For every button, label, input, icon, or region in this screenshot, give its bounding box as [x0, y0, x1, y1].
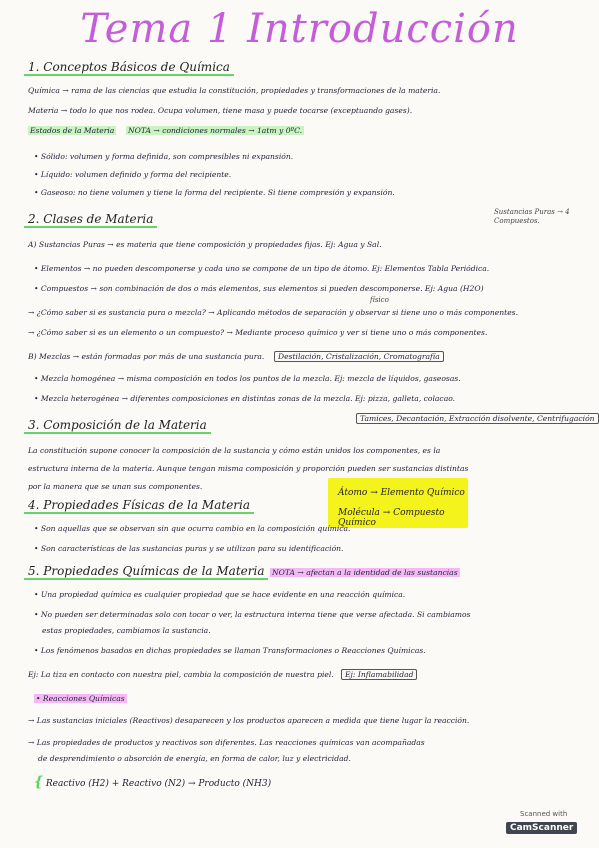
s3-paragraph-2: estructura interna de la materia. Aunque tengan misma composición y proporción pueden ser sustancias distintas [28, 464, 469, 473]
s3-paragraph-3: por la manera que se unan sus componentes. [28, 482, 203, 491]
s5-reactions-heading-text: • Reacciones Químicas [36, 694, 125, 703]
s1-states-row [28, 126, 304, 135]
s1-bullet-gas: • Gaseoso: no tiene volumen y tiene la forma del recipiente. Si tiene compresión y expansión. [34, 188, 395, 197]
states-label: Estados de la Materia [30, 126, 115, 135]
s2-compuestos: • Compuestos → son combinación de dos o más elementos, sus elementos si pueden descomponerse. Ej: Agua (H2O) [34, 284, 484, 293]
s5-example-box: Ej: Inflamabilidad [341, 669, 417, 680]
page-title: Tema 1 Introducción [80, 6, 519, 52]
s4-bullet-1: • Son aquellas que se observan sin que ocurra cambio en la composición química. [34, 524, 351, 533]
s5-bullet-3: • Los fenómenos basados en dichas propiedades se llaman Transformaciones o Reacciones Químicas. [34, 646, 426, 655]
s2-mezcla-heterogenea: • Mezcla heterogénea → diferentes composiciones en distintas zonas de la mezcla. Ej: pizza, galleta, colacao. [34, 394, 456, 403]
stamp-line-2: CamScanner [506, 822, 577, 834]
s5-equation [34, 774, 271, 790]
s2-sustancias-puras: A) Sustancias Puras → es materia que tiene composición y propiedades fijas. Ej: Agua y Sal. [28, 240, 382, 249]
s2-mezcla-homogenea: • Mezcla homogénea → misma composición en todos los puntos de la mezcla. Ej: mezcla de líquidos, gaseosas. [34, 374, 461, 383]
atom-line: Átomo → Elemento Químico [338, 488, 465, 498]
s5-bullet-1: • Una propiedad química es cualquier propiedad que se hace evidente en una reacción química. [34, 590, 406, 599]
s5-equation-text: Reactivo (H2) + Reactivo (N2) → Producto (NH3) [45, 779, 272, 789]
stamp-line-1: Scanned with [520, 810, 568, 818]
heading-section-3: 3. Composición de la Materia [24, 418, 211, 434]
s2-elementos: • Elementos → no pueden descomponerse y cada uno se compone de un tipo de átomo. Ej: Elementos Tabla Periódica. [34, 264, 490, 273]
s5-reaction-1: → Las sustancias iniciales (Reactivos) desaparecen y los productos aparecen a medida que tiene lugar la reacción. [28, 716, 470, 725]
equation-brace-icon: { [34, 774, 44, 790]
s3-paragraph-1: La constitución supone conocer la composición de la sustancia y cómo están unidos los componentes, es la [28, 446, 441, 455]
s2-question-1: → ¿Cómo saber si es sustancia pura o mezcla? → Aplicando métodos de separación y observar si tiene uno o más componentes. [28, 308, 518, 317]
s2-fisico-note: físico [370, 296, 389, 304]
s5-nota-text: NOTA → afectan a la identidad de las sustancias [272, 568, 458, 577]
s2-mezclas [28, 352, 444, 361]
s5-example [28, 670, 417, 679]
s2-separation-methods: Destilación, Cristalización, Cromatografía [274, 351, 444, 362]
heading-section-4: 4. Propiedades Físicas de la Materia [24, 498, 254, 514]
s5-reactions-heading [34, 694, 127, 703]
s1-bullet-solid: • Sólido: volumen y forma definida, son compresibles ni expansión. [34, 152, 294, 161]
s4-bullet-2: • Son características de las sustancias puras y se utilizan para su identificación. [34, 544, 344, 553]
s5-bullet-2a: • No pueden ser determinadas solo con tocar o ver, la estructura interna tiene que verse afectada. Si cambiamos [34, 610, 471, 619]
s5-reaction-2b: de desprendimiento o absorción de energía, en forma de calor, luz y electricidad. [38, 754, 351, 763]
s5-nota [270, 568, 460, 577]
s2-margin-note: Sustancias Puras → 4 Compuestos. [494, 208, 570, 225]
states-note: NOTA → condiciones normales → 1atm y 0ºC. [128, 126, 303, 135]
s5-example-text: Ej: La tiza en contacto con nuestra piel, cambia la composición de nuestra piel. [28, 670, 334, 679]
heading-section-2: 2. Clases de Materia [24, 212, 157, 228]
s1-paragraph-1: Química → rama de las ciencias que estudia la constitución, propiedades y transformaciones de la materia. [28, 86, 441, 95]
s1-paragraph-2: Materia → todo lo que nos rodea. Ocupa volumen, tiene masa y puede tocarse (exceptuando gases). [28, 106, 413, 115]
atom-molecule-box [328, 478, 468, 528]
heading-section-1: 1. Conceptos Básicos de Química [24, 60, 234, 76]
s2-mezclas-text: B) Mezclas → están formadas por más de una sustancia pura. [28, 352, 265, 361]
s2-heterogenea-methods-text: Tamices, Decantación, Extracción disolvente, Centrifugación [356, 413, 599, 424]
s5-reaction-2a: → Las propiedades de productos y reactivos son diferentes. Las reacciones químicas van acompañadas [28, 738, 425, 747]
s2-question-2: → ¿Cómo saber si es un elemento o un compuesto? → Mediante proceso químico y ver si tiene uno o más componentes. [28, 328, 488, 337]
heading-section-5: 5. Propiedades Químicas de la Materia [24, 564, 268, 580]
camscanner-stamp [506, 808, 592, 838]
s5-bullet-2b: estas propiedades, cambiamos la sustancia. [42, 626, 211, 635]
molecule-line: Molécula → Compuesto Químico [338, 508, 445, 528]
s1-bullet-liquid: • Líquido: volumen definido y forma del recipiente. [34, 170, 232, 179]
s2-heterogenea-methods [356, 414, 599, 423]
